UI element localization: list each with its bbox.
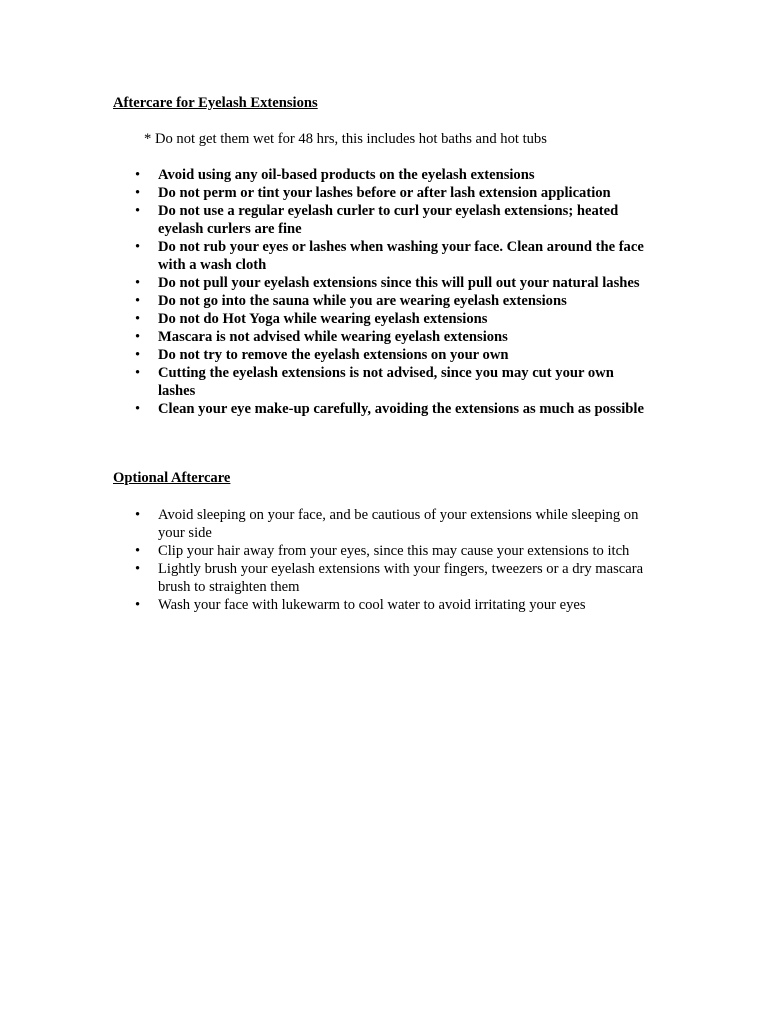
list-item — [113, 202, 653, 238]
bullet-icon: • — [135, 167, 141, 183]
bullet-icon: • — [135, 401, 141, 417]
list-item — [113, 596, 653, 614]
list-item — [113, 310, 653, 328]
page-title: Aftercare for Eyelash Extensions — [113, 95, 318, 111]
bullet-icon: • — [135, 203, 141, 219]
bullet-icon: • — [135, 293, 141, 309]
list-item — [113, 346, 653, 364]
list-item-text: Clip your hair away from your eyes, since this may cause your extensions to itch — [158, 543, 630, 559]
bullet-icon: • — [135, 507, 141, 523]
list-item — [113, 400, 653, 418]
list-item — [113, 364, 653, 400]
aftercare-rules-list — [113, 166, 653, 418]
list-item-text: Clean your eye make-up carefully, avoiding the extensions as much as possible — [158, 401, 644, 417]
bullet-icon: • — [135, 329, 141, 345]
optional-aftercare-heading: Optional Aftercare — [113, 470, 231, 486]
bullet-icon: • — [135, 185, 141, 201]
bullet-icon: • — [135, 311, 141, 327]
list-item-text: Do not use a regular eyelash curler to curl your eyelash extensions; heated eyelash curlers are fine — [158, 203, 619, 237]
list-item-text: Do not pull your eyelash extensions since this will pull out your natural lashes — [158, 275, 640, 291]
bullet-icon: • — [135, 561, 141, 577]
bullet-icon: • — [135, 239, 141, 255]
list-item-text: Do not try to remove the eyelash extensions on your own — [158, 347, 509, 363]
list-item-text: Wash your face with lukewarm to cool water to avoid irritating your eyes — [158, 597, 586, 613]
bullet-icon: • — [135, 597, 141, 613]
list-item — [113, 328, 653, 346]
list-item-text: Do not perm or tint your lashes before or after lash extension application — [158, 185, 611, 201]
list-item-text: Lightly brush your eyelash extensions with your fingers, tweezers or a dry mascara brush to straighten them — [158, 561, 644, 595]
optional-aftercare-list — [113, 506, 653, 614]
bullet-icon: • — [135, 275, 141, 291]
bullet-icon: • — [135, 347, 141, 363]
list-item-text: Avoid sleeping on your face, and be cautious of your extensions while sleeping on your side — [158, 507, 639, 541]
list-item-text: Mascara is not advised while wearing eyelash extensions — [158, 329, 508, 345]
list-item — [113, 238, 653, 274]
bullet-icon: • — [135, 543, 141, 559]
list-item — [113, 560, 653, 596]
list-item-text: Do not go into the sauna while you are wearing eyelash extensions — [158, 293, 567, 309]
list-item-text: Do not rub your eyes or lashes when washing your face. Clean around the face with a wash cloth — [158, 239, 644, 273]
list-item — [113, 166, 653, 184]
list-item-text: Cutting the eyelash extensions is not advised, since you may cut your own lashes — [158, 365, 614, 399]
list-item-text: Do not do Hot Yoga while wearing eyelash extensions — [158, 311, 488, 327]
wet-warning-note: * Do not get them wet for 48 hrs, this includes hot baths and hot tubs — [144, 131, 547, 147]
list-item — [113, 506, 653, 542]
list-item — [113, 184, 653, 202]
list-item — [113, 274, 653, 292]
list-item — [113, 542, 653, 560]
list-item — [113, 292, 653, 310]
list-item-text: Avoid using any oil-based products on the eyelash extensions — [158, 167, 535, 183]
bullet-icon: • — [135, 365, 141, 381]
